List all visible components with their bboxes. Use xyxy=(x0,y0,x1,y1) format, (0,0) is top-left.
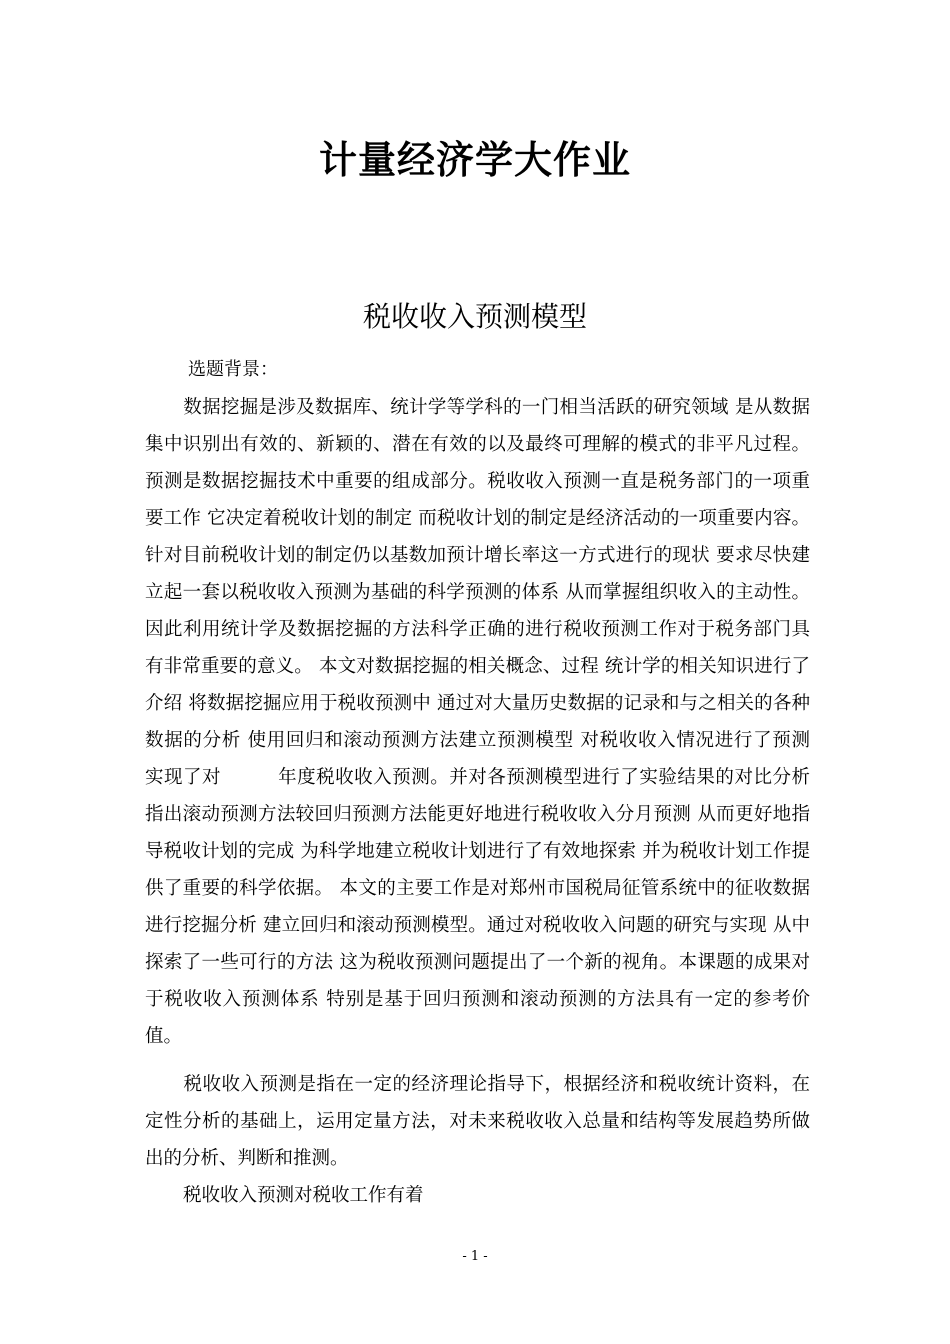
paragraph-1-text: 数据挖掘是涉及数据库、统计学等学科的一门相当活跃的研究领域 是从数据集中识别出有效的、新颖的、潜在有效的以及最终可理解的模式的非平凡过程。预测是数据挖掘技术中重要的组成部分。税收收入预测一直是税务部门的一项重要工作 它决定着税收计划的制定 而税收计划的制定是经济活动的一项重要内容。针对目前税收计划的制定仍以基数加预计增长率这一方式进行的现状 要求尽快建立起一套以税收收入预测为基础的科学预测的体系 从而掌握组织收入的主动性。因此利用统计学及数据挖掘的方法科学正确的进行税收预测工作对于税务部门具有非常重要的意义。 本文对数据挖掘的相关概念、过程 统计学的相关知识进行了介绍 将数据挖掘应用于税收预测中 通过对大量历史数据的记录和与之相关的各种数据的分析 使用回归和滚动预测方法建立预测模型 对税收收入情况进行了预测 实现了对 年度税收收入预测。并对各预测模型进行了实验结果的对比分析 指出滚动预测方法较回归预测方法能更好地进行税收收入分月预测 从而更好地指导税收计划的完成 为科学地建立税收计划进行了有效地探索 并为税收计划工作提供了重要的科学依据。 本文的主要工作是对郑州市国税局征管系统中的征收数据进行挖掘分析 建立回归和滚动预测模型。通过对税收收入问题的研究与实现 从中探索了一些可行的方法 这为税收预测问题提出了一个新的视角。本课题的成果对于税收收入预测体系 特别是基于回归预测和滚动预测的方法具有一定的参考价值。 xyxy=(145,397,810,1047)
paragraph-3 xyxy=(145,1177,810,1214)
paragraph-3-text: 税收收入预测对税收工作有着 xyxy=(183,1185,424,1206)
document-title: 计量经济学大作业 xyxy=(318,138,631,182)
document-subtitle: 税收收入预测模型 xyxy=(362,300,587,333)
paragraph-2-text: 税收收入预测是指在一定的经济理论指导下，根据经济和税收统计资料，在定性分析的基础上，运用定量方法，对未来税收收入总量和结构等发展趋势所做出的分析、判断和推测。 xyxy=(145,1074,810,1169)
page-number: - 1 - xyxy=(462,1249,488,1264)
paragraph-2 xyxy=(145,1066,810,1177)
section-label: 选题背景： xyxy=(188,359,278,380)
paragraph-1 xyxy=(145,389,810,1055)
